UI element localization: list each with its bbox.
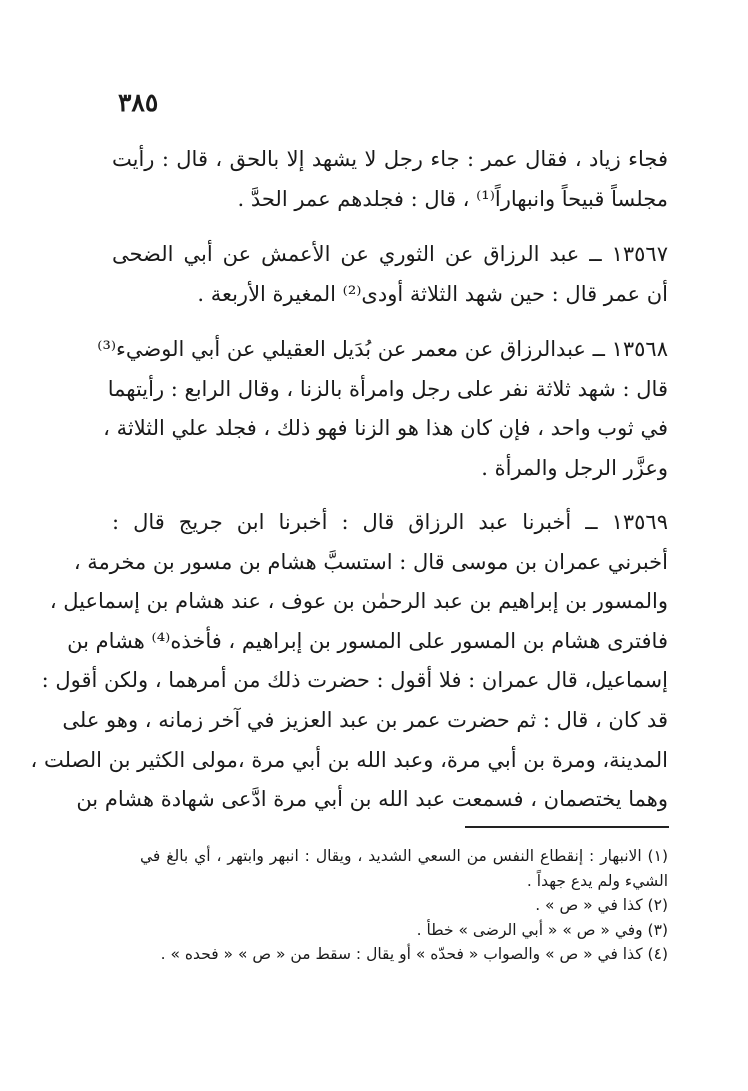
- text-line: في ثوب واحد ، فإن كان هذا هو الزنا فهو ذلك ، فجلد علي الثلاثة ،: [103, 416, 668, 441]
- footnote-line: (١) الانبهار : إنقطاع النفس من السعي الشديد ، ويقال : انبهر وابتهر ، أي بالغ في: [140, 847, 668, 865]
- text-line: قال : شهد ثلاثة نفر على رجل وامرأة بالزنا ، وقال الرابع : رأيتهما: [107, 376, 668, 401]
- footnote-line: الشيء ولم يدع جهداً .: [526, 871, 668, 890]
- text-line: أخبرني عمران بن موسى قال : استسبَّ هشام بن مسور بن مخرمة ،: [73, 549, 668, 574]
- text-line: المدينة، ومرة بن أبي مرة، وعبد الله بن أبي مرة ،مولى الكثير بن الصلت ،: [30, 747, 668, 772]
- page-number: ٣٨٥: [118, 88, 159, 117]
- hadith-13567: [112, 235, 668, 314]
- text-line: وهما يختصمان ، فسمعت عبد الله بن أبي مرة ادَّعى شهادة هشام بن: [76, 787, 668, 812]
- footnote-separator: [465, 826, 669, 828]
- paragraph-continuation: [112, 140, 668, 219]
- text-line: فافترى هشام بن المسور على المسور بن إبراهيم ، فأخذه⁽⁴⁾ هشام بن: [67, 628, 668, 653]
- text-line: وعزَّر الرجل والمرأة .: [481, 455, 668, 480]
- hadith-13569: [30, 503, 668, 820]
- hadith-13568: [97, 330, 668, 488]
- text-line: قد كان ، قال : ثم حضرت عمر بن عبد العزيز في آخر زمانه ، وهو على: [62, 707, 668, 732]
- text-line: ١٣٥٦٩ ــ أخبرنا عبد الرزاق قال : أخبرنا ابن جريج قال :: [112, 510, 668, 534]
- text-line: والمسور بن إبراهيم بن عبد الرحمٰن بن عوف ، عند هشام بن إسماعيل ،: [49, 589, 668, 614]
- text-line: أن عمر قال : حين شهد الثلاثة أودى⁽²⁾ المغيرة الأربعة .: [197, 281, 668, 306]
- text-line: مجلساً قبيحاً وانبهاراً⁽¹⁾ ، قال : فجلدهم عمر الحدَّ .: [237, 186, 668, 211]
- footnote-line: (٣) وفي « ص » « أبي الرضى » خطأ .: [416, 920, 668, 939]
- text-line: إسماعيل، قال عمران : فلا أقول : حضرت ذلك من أمرهما ، ولكن أقول :: [41, 668, 668, 693]
- text-line: فجاء زياد ، فقال عمر : جاء رجل لا يشهد إلا بالحق ، قال : رأيت: [112, 147, 668, 171]
- footnotes: [140, 844, 668, 967]
- text-line: ١٣٥٦٨ ــ عبدالرزاق عن معمر عن بُدَيل العقيلي عن أبي الوضيء⁽³⁾: [97, 337, 668, 361]
- footnote-line: (٢) كذا في « ص » .: [535, 896, 668, 914]
- footnote-line: (٤) كذا في « ص » والصواب « فحدّه » أو يقال : سقط من « ص » « فحده » .: [160, 945, 668, 963]
- text-line: ١٣٥٦٧ ــ عبد الرزاق عن الثوري عن الأعمش عن أبي الضحى: [112, 242, 668, 266]
